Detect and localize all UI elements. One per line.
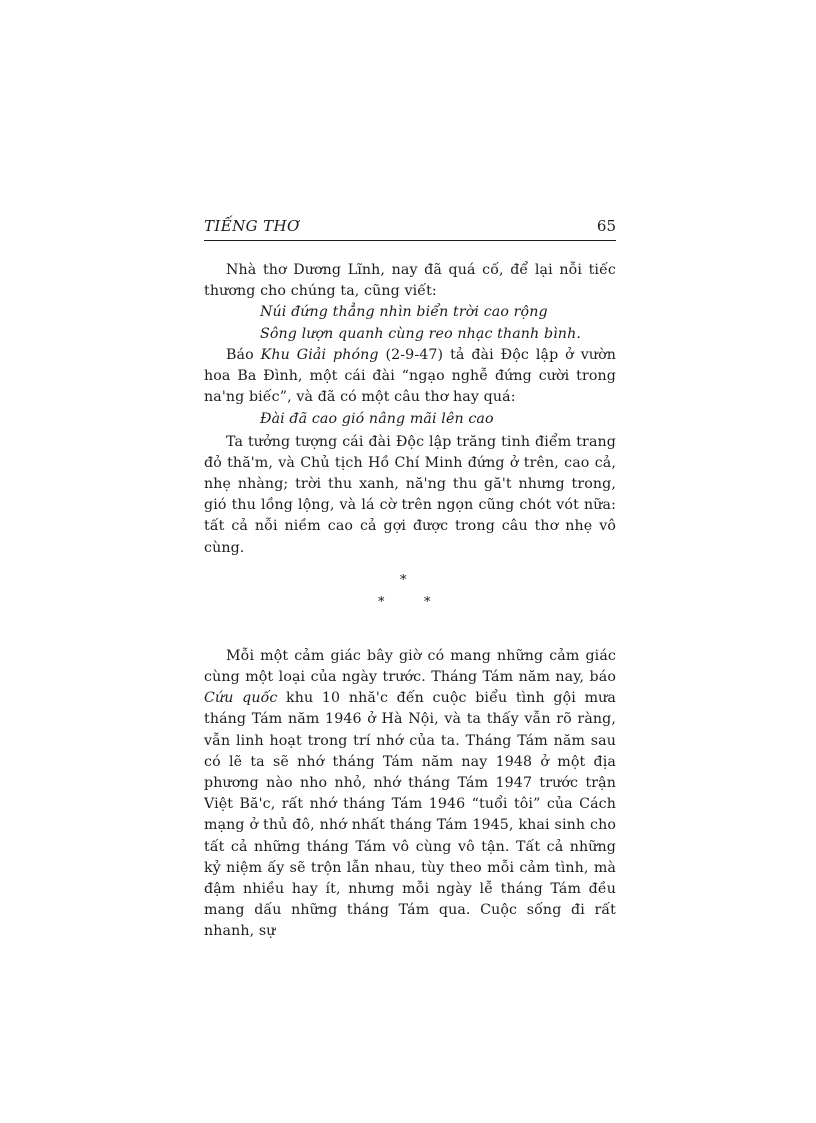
- book-page: [204, 216, 616, 943]
- paragraph-text: khu 10 nhă'c đến cuộc biểu tình gội mưa tháng Tám năm 1946 ở Hà Nội, và ta thấy vẫn rõ ràng, vẫn linh hoạt trong trí nhớ của ta. Tháng Tám năm sau có lẽ ta sẽ nhớ tháng Tám năm nay 1948 ở một địa phương nào nho nhỏ, nhớ tháng Tám 1947 trước trận Việt Bă'c, rất nhớ tháng Tám 1946 “tuổi tôi” của Cách mạng ở thủ đô, nhớ nhất tháng Tám 1945, khai sinh cho tất cả những tháng Tám vô cùng vô tận. Tất cả những kỷ niệm ấy sẽ trộn lẫn nhau, tùy theo mỗi cảm tình, mà đậm nhiều hay ít, nhưng mỗi ngày lễ tháng Tám đều mang dấu những tháng Tám qua. Cuộc sống đi rất nhanh, sự: [204, 690, 616, 940]
- paragraph-dai-doc-lap: Ta tưởng tượng cái đài Độc lập trăng tinh điểm trang đỏ thă'm, và Chủ tịch Hồ Chí Minh đứng ở trên, cao cả, nhẹ nhàng; trời thu xanh, nă'ng thu gă't nhưng trong, gió thu lồng lộng, và lá cờ trên ngọn cũng chót vót nữa: tất cả nỗi niềm cao cả gợi được trong câu thơ nhẹ vô cùng.: [204, 433, 616, 556]
- running-title: TIẾNG THƠ: [204, 217, 300, 235]
- asterisk-ornament: *: [400, 572, 407, 588]
- verse-line-dai: Đài đã cao gió nâng mãi lên cao: [260, 411, 494, 428]
- paragraph-text: Mỗi một cảm giác bây giờ có mang những cảm giác cùng một loại của ngày trước. Tháng Tám năm nay, báo: [204, 647, 616, 686]
- asterisk-ornament: *: [424, 594, 431, 610]
- newspaper-title: Cứu quốc: [204, 690, 278, 707]
- newspaper-title: Khu Giải phóng: [260, 346, 379, 363]
- paragraph-text: Báo: [226, 346, 261, 363]
- asterisk-ornament: *: [378, 594, 385, 610]
- paragraph-khu-giai-phong: [204, 345, 616, 409]
- page-number: 65: [596, 217, 616, 235]
- paragraph-duong-linh: Nhà thơ Dương Lĩnh, nay đã quá cố, để lại nỗi tiếc thương cho chúng ta, cũng viết:: [204, 262, 616, 300]
- page-body: [204, 260, 616, 943]
- running-header: [204, 216, 616, 241]
- verse-line-2: Sông lượn quanh cùng reo nhạc thanh bình.: [260, 325, 581, 342]
- paragraph-thang-tam: [204, 646, 616, 943]
- verse-line-1: Núi đứng thẳng nhìn biển trời cao rộng: [260, 304, 548, 321]
- paragraph-text: (2-9-47) tả đài Độc lập ở vườn hoa Ba Đình, một cái đài “ngạo nghễ đứng cười trong na'ng biếc”, và đã có một câu thơ hay quá:: [204, 346, 617, 406]
- section-separator: [204, 570, 616, 640]
